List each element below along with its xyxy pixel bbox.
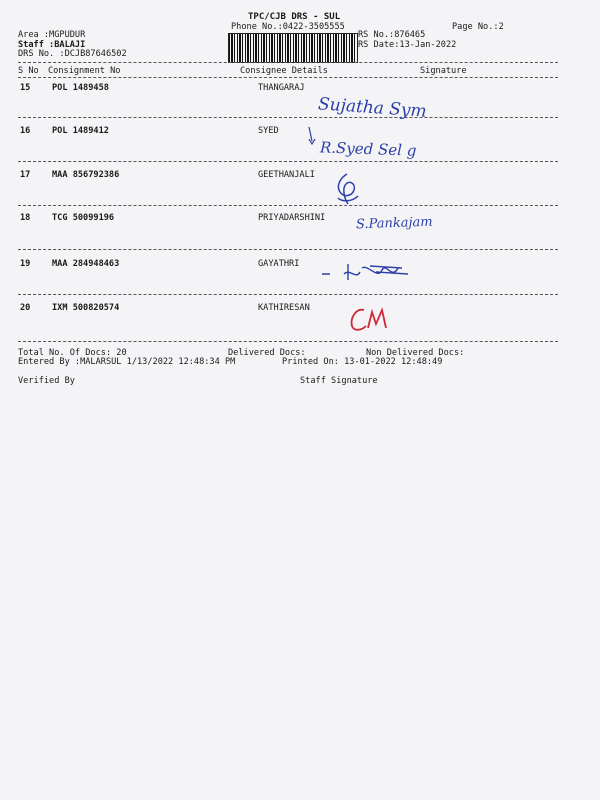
col-consignment: Consignment No (48, 66, 121, 76)
divider (18, 249, 558, 250)
ink-mark (306, 126, 318, 146)
signature-row18: S.Pankajam (355, 214, 433, 233)
row-sno: 18 (20, 213, 31, 223)
row-consignee: GAYATHRI (258, 259, 300, 269)
signature-row17 (332, 172, 362, 208)
total-docs: Total No. Of Docs: 20 (18, 348, 127, 358)
printed-on: Printed On: 13-01-2022 12:48:49 (282, 357, 443, 367)
rs-date: RS Date:13-Jan-2022 (358, 40, 457, 50)
row-consignment: IXM 500820574 (52, 303, 120, 313)
divider (18, 117, 558, 118)
col-signature: Signature (420, 66, 467, 76)
row-consignment: MAA 856792386 (52, 170, 120, 180)
row-sno: 19 (20, 259, 31, 269)
row-sno: 17 (20, 170, 31, 180)
staff-label: Staff :BALAJI (18, 40, 86, 50)
row-consignee: SYED (258, 126, 279, 136)
divider (18, 341, 558, 342)
divider (18, 294, 558, 295)
entered-by: Entered By :MALARSUL 1/13/2022 12:48:34 PM (18, 357, 236, 367)
divider (18, 205, 558, 206)
row-consignment: POL 1489458 (52, 83, 109, 93)
document-title: TPC/CJB DRS - SUL (248, 12, 341, 22)
rs-number: RS No.:876465 (358, 30, 426, 40)
page-number: Page No.:2 (452, 22, 504, 32)
col-consignee: Consignee Details (240, 66, 328, 76)
verified-by: Verified By (18, 376, 75, 386)
area-label: Area :MGPUDUR (18, 30, 86, 40)
signature-row16-line1: Sujatha Sym (317, 94, 428, 122)
phone-number: Phone No.:0422-3505555 (231, 22, 345, 32)
signature-row19 (318, 258, 418, 286)
row-consignee: GEETHANJALI (258, 170, 315, 180)
divider (18, 161, 558, 162)
divider (18, 62, 558, 63)
signature-row16-line2: R.Syed Sel g (319, 138, 417, 160)
row-consignee: KATHIRESAN (258, 303, 310, 313)
col-sno: S No (18, 66, 39, 76)
row-consignee: PRIYADARSHINI (258, 213, 326, 223)
barcode (228, 33, 358, 63)
delivered-docs: Delivered Docs: (228, 348, 306, 358)
row-sno: 15 (20, 83, 31, 93)
signature-row20 (346, 302, 394, 336)
row-consignee: THANGARAJ (258, 83, 305, 93)
staff-signature: Staff Signature (300, 376, 378, 386)
row-sno: 16 (20, 126, 31, 136)
divider (18, 77, 558, 78)
row-consignment: TCG 50099196 (52, 213, 115, 223)
row-consignment: MAA 284948463 (52, 259, 120, 269)
drs-number: DRS No. :DCJB87646502 (18, 49, 127, 59)
non-delivered-docs: Non Delivered Docs: (366, 348, 465, 358)
row-sno: 20 (20, 303, 31, 313)
row-consignment: POL 1489412 (52, 126, 109, 136)
